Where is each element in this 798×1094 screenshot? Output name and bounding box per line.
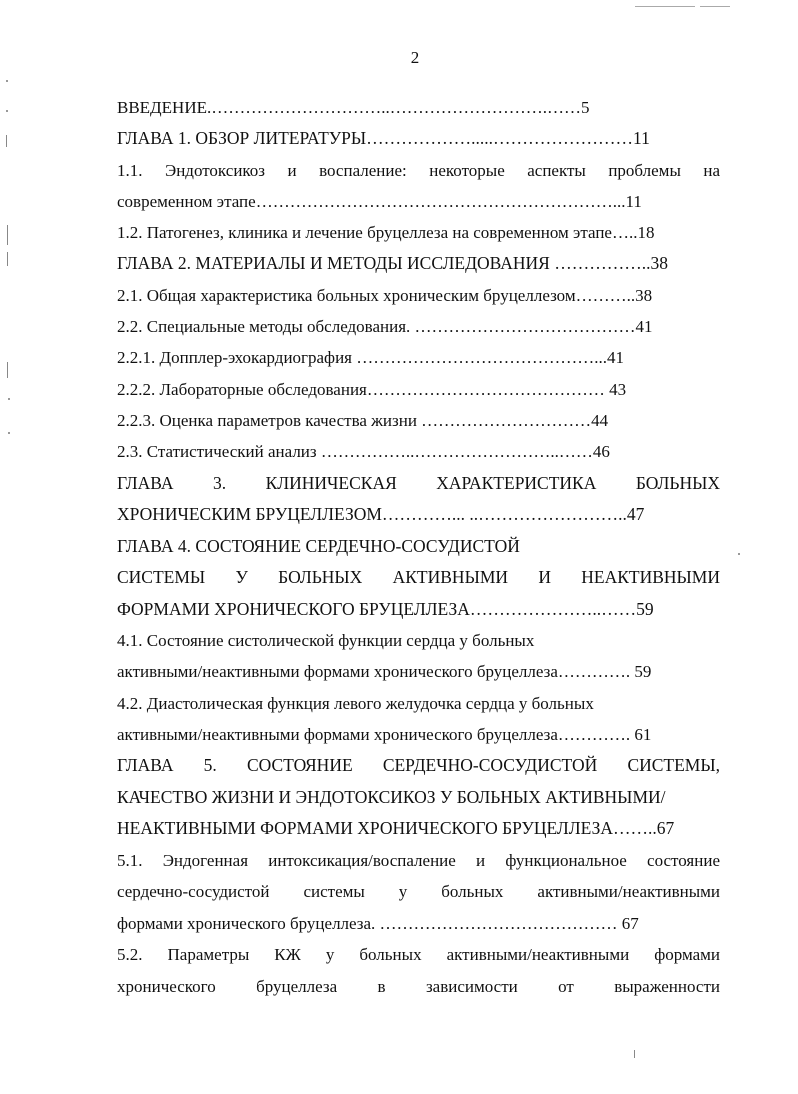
- toc-entry: 2.2.1. Допплер-эхокардиография ……………………………………...41: [117, 348, 624, 368]
- toc-entry: ГЛАВА 3. КЛИНИЧЕСКАЯ ХАРАКТЕРИСТИКА БОЛЬНЫХ: [117, 472, 720, 493]
- toc-entry: 4.2. Диастолическая функция левого желудочка сердца у больных: [117, 693, 594, 713]
- page-number: 2: [410, 48, 420, 67]
- toc-entry: ГЛАВА 4. СОСТОЯНИЕ СЕРДЕЧНО-СОСУДИСТОЙ: [117, 535, 520, 556]
- toc-entry: 2.2.3. Оценка параметров качества жизни …………………………44: [117, 410, 609, 430]
- scan-artifact-dot: [738, 553, 740, 555]
- toc-entry: формами хронического бруцеллеза. …………………………………… 67: [117, 913, 639, 933]
- toc-entry: ГЛАВА 1. ОБЗОР ЛИТЕРАТУРЫ……………….....……………………11: [117, 128, 650, 149]
- toc-entry: ФОРМАМИ ХРОНИЧЕСКОГО БРУЦЕЛЛЕЗА…………………..……59: [117, 598, 654, 619]
- toc-entry: ГЛАВА 5. СОСТОЯНИЕ СЕРДЕЧНО-СОСУДИСТОЙ СИСТЕМЫ,: [117, 755, 720, 776]
- toc-entry: сердечно-сосудистой системы у больных активными/неактивными: [117, 882, 720, 902]
- scan-artifact-mark: [6, 135, 7, 147]
- toc-entry: НЕАКТИВНЫМИ ФОРМАМИ ХРОНИЧЕСКОГО БРУЦЕЛЛЕЗА……..67: [117, 818, 675, 839]
- toc-entry: 5.1. Эндогенная интоксикация/воспаление и функциональное состояние: [117, 850, 720, 870]
- toc-entry: 4.1. Состояние систолической функции сердца у больных: [117, 631, 535, 651]
- scan-artifact-rule: [700, 6, 730, 7]
- toc-entry: СИСТЕМЫ У БОЛЬНЫХ АКТИВНЫМИ И НЕАКТИВНЫМИ: [117, 567, 720, 588]
- scan-artifact-dot: [8, 398, 10, 400]
- scan-artifact-mark: [7, 225, 8, 245]
- toc-entry: 2.3. Статистический анализ ……………..……………………..……46: [117, 442, 610, 462]
- toc-entry: КАЧЕСТВО ЖИЗНИ И ЭНДОТОКСИКОЗ У БОЛЬНЫХ АКТИВНЫМИ/: [117, 786, 666, 807]
- scan-artifact-dot: [6, 80, 8, 82]
- scan-artifact-dot: [6, 110, 8, 112]
- toc-entry: 2.2. Специальные методы обследования. …………………………………41: [117, 317, 653, 337]
- table-of-contents: [117, 92, 720, 1002]
- toc-entry: активными/неактивными формами хронического бруцеллеза…………. 59: [117, 662, 652, 682]
- toc-entry: 1.1. Эндотоксикоз и воспаление: некоторые аспекты проблемы на: [117, 160, 720, 180]
- toc-entry: ХРОНИЧЕСКИМ БРУЦЕЛЛЕЗОМ…………... ..……………………..47: [117, 504, 645, 525]
- scan-artifact-mark: [7, 362, 8, 378]
- scan-artifact-rule: [635, 6, 695, 7]
- toc-entry: современном этапе………………………………………………………...11: [117, 191, 642, 211]
- toc-entry: хронического бруцеллеза в зависимости от выраженности: [117, 976, 720, 996]
- toc-entry: 2.1. Общая характеристика больных хроническим бруцеллезом………..38: [117, 285, 653, 305]
- scan-artifact-mark: [634, 1050, 635, 1058]
- toc-entry: ГЛАВА 2. МАТЕРИАЛЫ И МЕТОДЫ ИССЛЕДОВАНИЯ ……………..38: [117, 253, 668, 274]
- toc-entry: 1.2. Патогенез, клиника и лечение бруцеллеза на современном этапе…..18: [117, 223, 655, 243]
- toc-entry: ВВЕДЕНИЕ.…………………………..……………………….……5: [117, 98, 590, 117]
- scan-artifact-mark: [7, 252, 8, 266]
- toc-entry: активными/неактивными формами хронического бруцеллеза…………. 61: [117, 724, 652, 744]
- scan-artifact-dot: [8, 432, 10, 434]
- toc-entry: 5.2. Параметры КЖ у больных активными/неактивными формами: [117, 945, 720, 965]
- toc-entry: 2.2.2. Лабораторные обследования…………………………………… 43: [117, 379, 627, 399]
